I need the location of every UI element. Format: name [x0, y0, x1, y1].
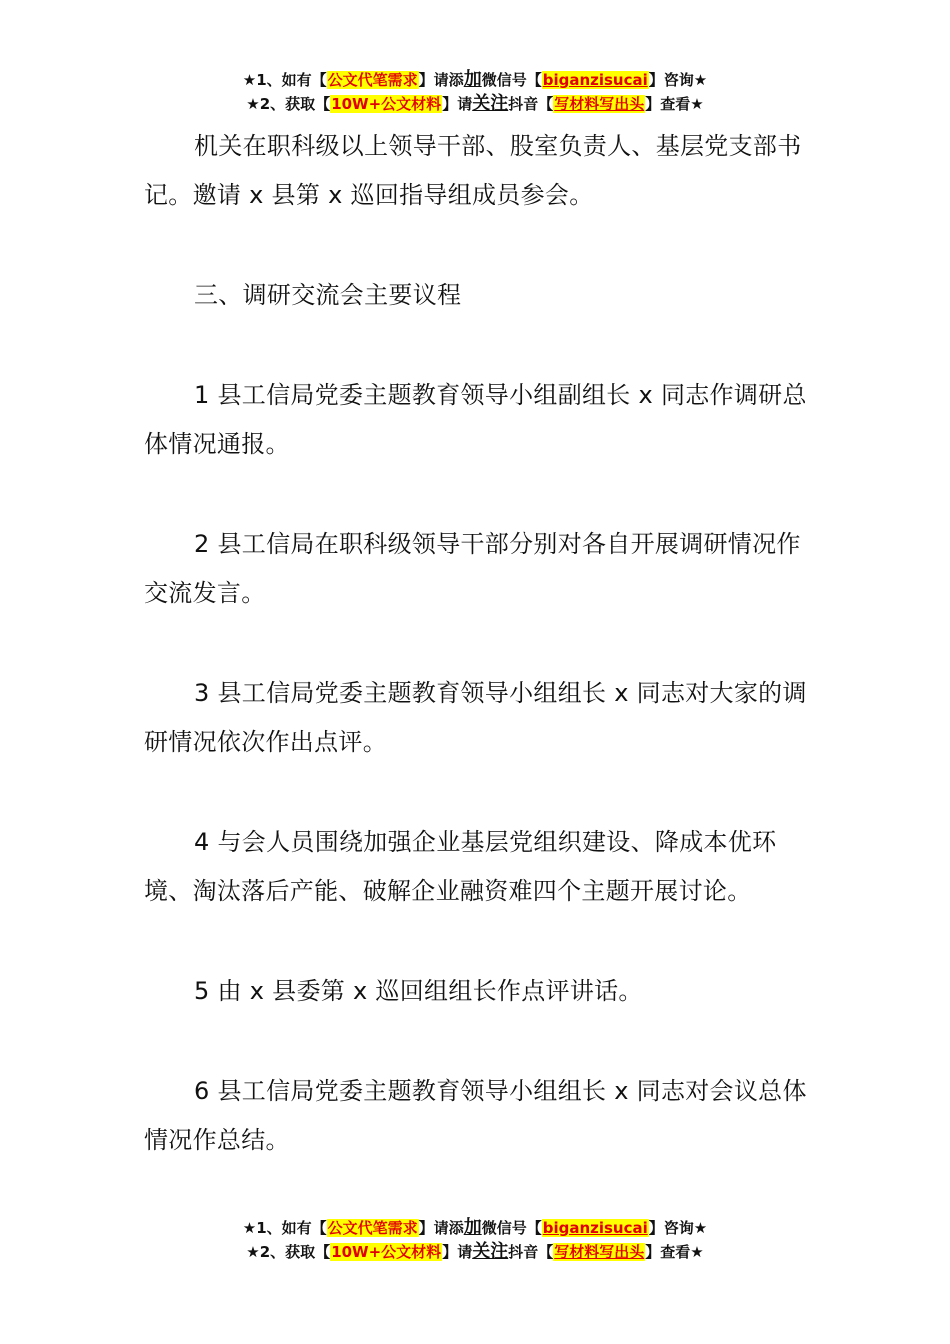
banner-text: ★2、获取【 [246, 1243, 331, 1261]
banner-emphasis: 加 [463, 1217, 482, 1238]
banner-highlight: 10W+公文材料 [331, 1243, 442, 1261]
banner-line-1 [0, 68, 950, 92]
section-heading-agenda: 三、调研交流会主要议程 [194, 281, 462, 309]
banner-line-2 [0, 92, 950, 116]
banner-text: 】咨询★ [648, 71, 708, 89]
banner-text: ★1、如有【 [242, 71, 327, 89]
banner-line-1 [0, 1216, 950, 1240]
banner-text: 】请 [442, 1243, 473, 1261]
agenda-item-5: 5 由 x 县委第 x 巡回组组长作点评讲话。 [194, 977, 643, 1005]
agenda-item-6: 6 县工信局党委主题教育领导小组组长 x 同志对会议总体情况作总结。 [144, 1077, 807, 1154]
banner-text: 抖音【 [508, 1243, 554, 1261]
agenda-item-1: 1 县工信局党委主题教育领导小组副组长 x 同志作调研总体情况通报。 [144, 381, 807, 458]
banner-highlight: 公文代笔需求 [327, 1219, 418, 1237]
footer-banner [0, 1216, 950, 1264]
banner-text: 】查看★ [645, 95, 704, 113]
banner-emphasis: 关注 [472, 93, 509, 114]
header-banner [0, 68, 950, 116]
banner-douyin-id: 写材料写出头 [554, 1243, 645, 1261]
banner-emphasis: 关注 [472, 1241, 509, 1262]
paragraph-attendees: 机关在职科级以上领导干部、股室负责人、基层党支部书记。邀请 x 县第 x 巡回指导组成员参会。 [144, 132, 802, 209]
banner-text: ★2、获取【 [246, 95, 331, 113]
banner-text: 】请 [442, 95, 473, 113]
banner-douyin-id: 写材料写出头 [554, 95, 645, 113]
banner-text: 抖音【 [508, 95, 554, 113]
agenda-item-2: 2 县工信局在职科级领导干部分别对各自开展调研情况作交流发言。 [144, 530, 801, 607]
agenda-item-3: 3 县工信局党委主题教育领导小组组长 x 同志对大家的调研情况依次作出点评。 [144, 679, 807, 756]
banner-text: 】请添 [418, 71, 464, 89]
banner-text: 】查看★ [645, 1243, 704, 1261]
banner-text: 微信号【 [481, 71, 542, 89]
banner-line-2 [0, 1240, 950, 1264]
banner-wechat-id: biganzisucai [542, 71, 648, 89]
banner-emphasis: 加 [463, 69, 482, 90]
document-body [144, 122, 808, 1165]
banner-highlight: 10W+公文材料 [331, 95, 442, 113]
banner-text: ★1、如有【 [242, 1219, 327, 1237]
banner-highlight: 公文代笔需求 [327, 71, 418, 89]
banner-text: 微信号【 [481, 1219, 542, 1237]
banner-wechat-id: biganzisucai [542, 1219, 648, 1237]
banner-text: 】咨询★ [648, 1219, 708, 1237]
banner-text: 】请添 [418, 1219, 464, 1237]
agenda-item-4: 4 与会人员围绕加强企业基层党组织建设、降成本优环境、淘汰落后产能、破解企业融资难四个主题开展讨论。 [144, 828, 777, 905]
